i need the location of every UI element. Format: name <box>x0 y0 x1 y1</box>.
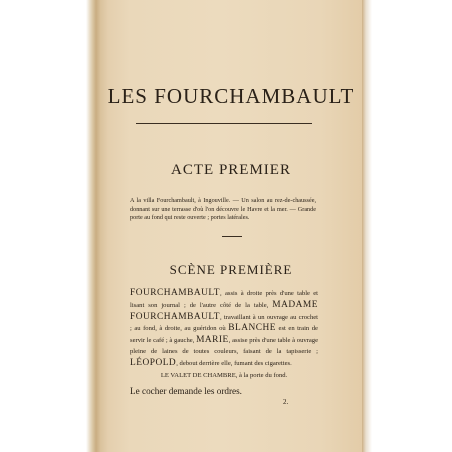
scene-heading: SCÈNE PREMIÈRE <box>169 262 293 277</box>
scene-part: BLANCHE <box>228 323 277 334</box>
speaker-line: LE VALET DE CHAMBRE, à la porte du fond. <box>160 372 288 379</box>
title-rule <box>136 123 312 124</box>
scene-part: , debout derrière elle, fumant des cigarettes. <box>176 359 292 367</box>
scene-paragraph <box>130 288 318 370</box>
scene-part: MARIE <box>196 335 229 346</box>
section-rule <box>222 236 242 237</box>
scene-part: , travaillant à un ouvrage au crochet ; au fond, à droite, au guéridon où <box>130 313 318 333</box>
act-heading: ACTE PREMIER <box>171 162 291 178</box>
scene-part: MADAME FOURCHAMBAULT <box>130 299 318 322</box>
page-number: 2. <box>283 398 289 406</box>
dialogue-line: Le cocher demande les ordres. <box>130 386 242 396</box>
scene-part: FOURCHAMBAULT <box>130 288 221 298</box>
scene-part: LÉOPOLD <box>130 357 177 368</box>
right-margin <box>362 0 452 452</box>
page-paper <box>100 0 362 452</box>
left-gutter <box>0 0 100 452</box>
scene-part: , assis à droite près d'une table et lisant son journal ; de l'autre côté de la table, <box>130 290 318 309</box>
stage-description: A la villa Fourchambault, à Ingouville. — Un salon au rez-de-chaussée, donnant sur une terrasse d'où l'on découvre le Havre et la mer. — Grande porte au fond qui reste ouverte ; portes latérales. <box>130 197 316 222</box>
scene-part: , assise près d'une table à ouvrage pleine de laines de toutes couleurs, faisant de la tapisserie ; <box>130 337 319 355</box>
scene-part: est en train de servir le café ; à gauche, <box>130 325 318 345</box>
play-title: LES FOURCHAMBAULT <box>107 84 355 108</box>
